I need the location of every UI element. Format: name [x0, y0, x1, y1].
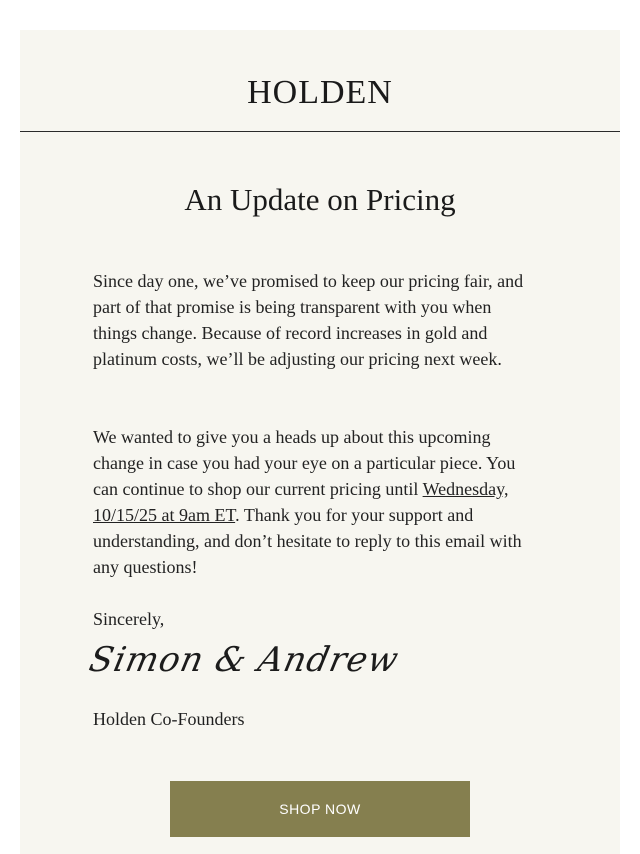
email-headline: An Update on Pricing: [184, 182, 456, 217]
founders-signature: Simon & Andrew: [85, 640, 403, 680]
body-paragraph-2: [93, 424, 533, 580]
paragraph-2-text-after: . Thank you for your support and understanding, and don’t hesitate to reply to this email with any questions!: [93, 505, 522, 577]
paragraph-2-text-before: We wanted to give you a heads up about this upcoming change in case you had your eye on a particular piece. You can continue to shop our current pricing until: [93, 427, 516, 499]
closing-text: Sincerely,: [93, 609, 165, 629]
brand-logo[interactable]: HOLDEN: [247, 73, 393, 111]
deadline-date-link[interactable]: Wednesday, 10/15/25 at 9am ET: [93, 479, 509, 525]
signoff-text: Holden Co-Founders: [93, 709, 245, 729]
body-paragraph-1: Since day one, we’ve promised to keep our pricing fair, and part of that promise is being transparent with you when things change. Because of record increases in gold and platinum costs, we’ll be adjusting our pricing next week.: [93, 271, 524, 369]
email-header: [20, 30, 620, 132]
shop-now-button[interactable]: SHOP NOW: [170, 781, 470, 837]
email-card: [20, 30, 620, 854]
